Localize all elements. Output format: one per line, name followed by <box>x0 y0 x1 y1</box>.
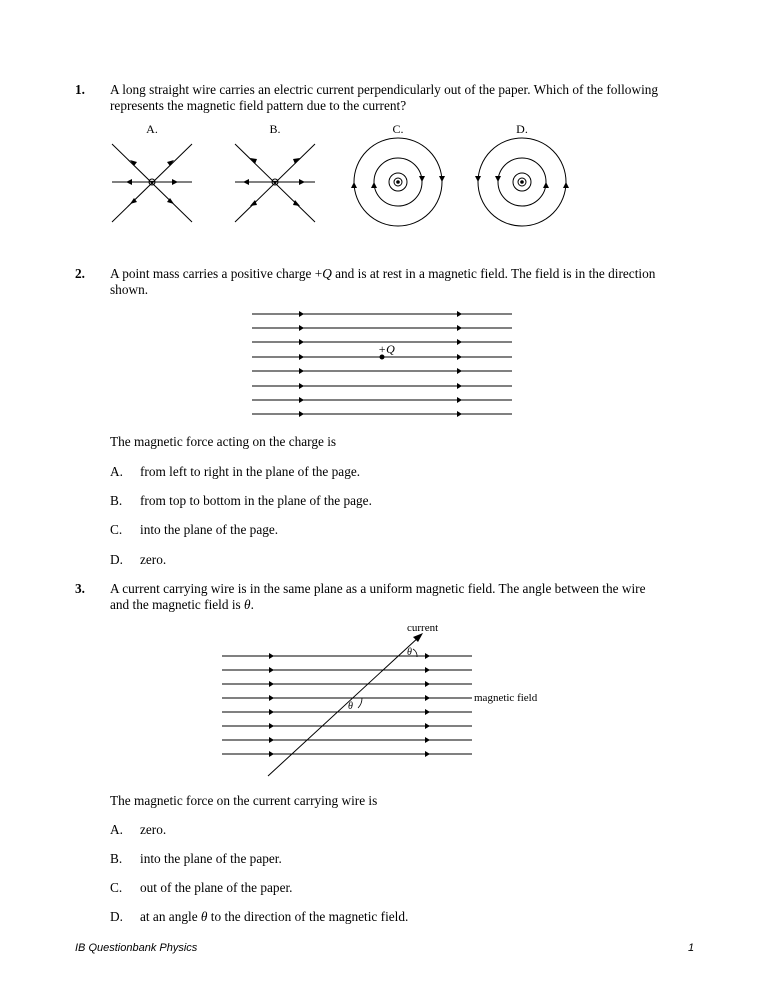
q2-option-b: B. from top to bottom in the plane of the page. <box>110 493 372 508</box>
footer-title: IB Questionbank Physics <box>75 942 198 954</box>
diagram-d-label: D. <box>516 122 528 136</box>
current-label: current <box>407 622 439 634</box>
page-number: 1 <box>688 942 695 954</box>
q2-field-diagram <box>250 308 515 420</box>
q1-number: 1. <box>75 82 85 97</box>
q3-stem: The magnetic force on the current carrying wire is <box>110 793 378 808</box>
theta-label-lower: θ <box>348 701 353 712</box>
charge-label: +Q <box>378 342 395 356</box>
theta-label-upper: θ <box>407 647 412 658</box>
q2-option-a: A. from left to right in the plane of the page. <box>110 464 361 479</box>
q3-option-d: D. at an angle θ to the direction of the magnetic field. <box>110 909 409 924</box>
diagram-c-label: C. <box>392 122 404 136</box>
q2-number: 2. <box>75 266 85 281</box>
q1-text: A long straight wire carries an electric current perpendicularly out of the paper. Which of the following represents the magnetic field pattern due to the current? <box>110 82 659 113</box>
diagram-a-label: A. <box>146 122 158 136</box>
q2-option-c: C. into the plane of the page. <box>110 522 279 537</box>
diagram-a-radial-field <box>112 144 192 222</box>
diagram-d-circular-field <box>475 138 569 226</box>
q3-option-b: B. into the plane of the paper. <box>110 851 282 866</box>
q3-option-a: A. zero. <box>110 822 167 837</box>
q2-stem: The magnetic force acting on the charge is <box>110 434 337 449</box>
q2-text: A point mass carries a positive charge +Q and is at rest in a magnetic field. The field is in the direction shown. <box>110 266 656 297</box>
diagram-b-radial-field <box>235 144 315 222</box>
diagram-b-label: B. <box>269 122 281 136</box>
magnetic-field-label: magnetic field <box>474 692 538 704</box>
current-wire <box>268 636 420 776</box>
q2-option-d: D. zero. <box>110 552 167 567</box>
q3-field-diagram <box>220 620 550 780</box>
q3-option-c: C. out of the plane of the paper. <box>110 880 293 895</box>
q3-text: A current carrying wire is in the same plane as a uniform magnetic field. The angle between the wire and the magnetic field is θ. <box>110 581 646 612</box>
q3-number: 3. <box>75 581 85 596</box>
diagram-c-circular-field <box>351 138 445 226</box>
q1-diagrams <box>100 118 580 230</box>
